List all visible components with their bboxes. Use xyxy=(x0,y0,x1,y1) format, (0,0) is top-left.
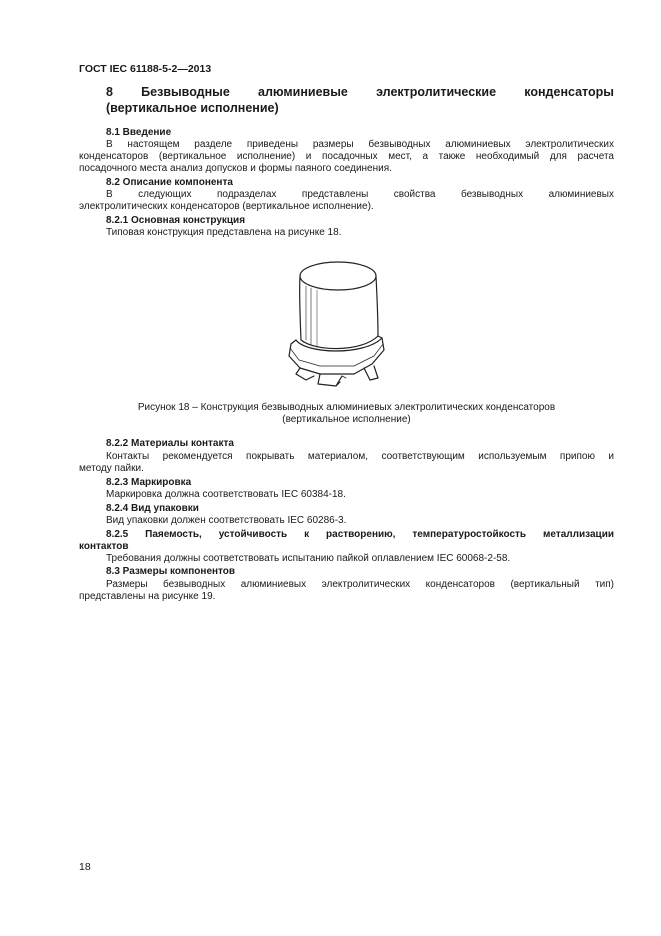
paragraph-line: Типовая конструкция представлена на рисунке 18. xyxy=(106,227,342,238)
section-title-word: Безвыводные xyxy=(141,85,230,99)
paragraph-line: Вид упаковки должен соответствовать IEC 60286-3. xyxy=(106,515,347,526)
paragraph-line: Контакты рекомендуется покрывать материалом, соответствующим используемым припою и xyxy=(106,451,614,462)
paragraph-line: Размеры безвыводных алюминиевых электролитических конденсаторов (вертикальный тип) xyxy=(106,579,614,590)
subsection-heading-8-3: 8.3 Размеры компонентов xyxy=(106,566,236,577)
subsection-heading-8-2-5: 8.2.5 Паяемость, устойчивость к растворению, температуростойкость металлизации xyxy=(106,529,614,540)
figure-18 xyxy=(276,252,396,399)
section-heading-line2: (вертикальное исполнение) xyxy=(106,101,279,115)
paragraph-line: В настоящем разделе приведены размеры безвыводных алюминиевых электролитических xyxy=(106,139,614,150)
subsection-heading-8-2: 8.2 Описание компонента xyxy=(106,177,233,188)
capacitor-drawing xyxy=(276,252,396,394)
paragraph-line: представлены на рисунке 19. xyxy=(79,591,216,602)
paragraph-line: Маркировка должна соответствовать IEC 60384-18. xyxy=(106,489,346,500)
paragraph-line: посадочного места анализ допусков и формы паяного соединения. xyxy=(79,163,392,174)
section-number: 8 xyxy=(106,85,113,99)
subsection-heading-8-2-1: 8.2.1 Основная конструкция xyxy=(106,215,246,226)
figure-caption-line: (вертикальное исполнение) xyxy=(282,414,411,425)
subsection-heading-8-2-4: 8.2.4 Вид упаковки xyxy=(106,503,199,514)
subsection-heading-8-2-3: 8.2.3 Маркировка xyxy=(106,477,192,488)
paragraph-line: Требования должны соответствовать испытанию пайкой оплавлением IEC 60068-2-58. xyxy=(106,553,511,564)
page-number: 18 xyxy=(79,861,91,873)
figure-caption-line: Рисунок 18 – Конструкция безвыводных алюминиевых электролитических конденсаторов xyxy=(137,402,556,413)
section-title-word: алюминиевые xyxy=(258,85,348,99)
subsection-heading-8-2-5-cont: контактов xyxy=(79,541,129,552)
section-title-word: конденсаторы xyxy=(524,85,614,99)
section-title-word: электролитические xyxy=(376,85,497,99)
section-heading-line1 xyxy=(106,84,614,100)
subsection-heading-8-2-2: 8.2.2 Материалы контакта xyxy=(106,438,234,449)
paragraph-line: В следующих подразделах представлены свойства безвыводных алюминиевых xyxy=(106,189,614,200)
subsection-heading-8-1: 8.1 Введение xyxy=(106,127,172,138)
paragraph-line: электролитических конденсаторов (вертикальное исполнение). xyxy=(79,201,374,212)
paragraph-line: конденсаторов (вертикальное исполнение) и посадочных мест, а также необходимый для расчета xyxy=(79,151,614,162)
document-code: ГОСТ IEC 61188-5-2—2013 xyxy=(79,63,212,75)
section-heading xyxy=(106,84,614,116)
paragraph-line: методу пайки. xyxy=(79,463,144,474)
